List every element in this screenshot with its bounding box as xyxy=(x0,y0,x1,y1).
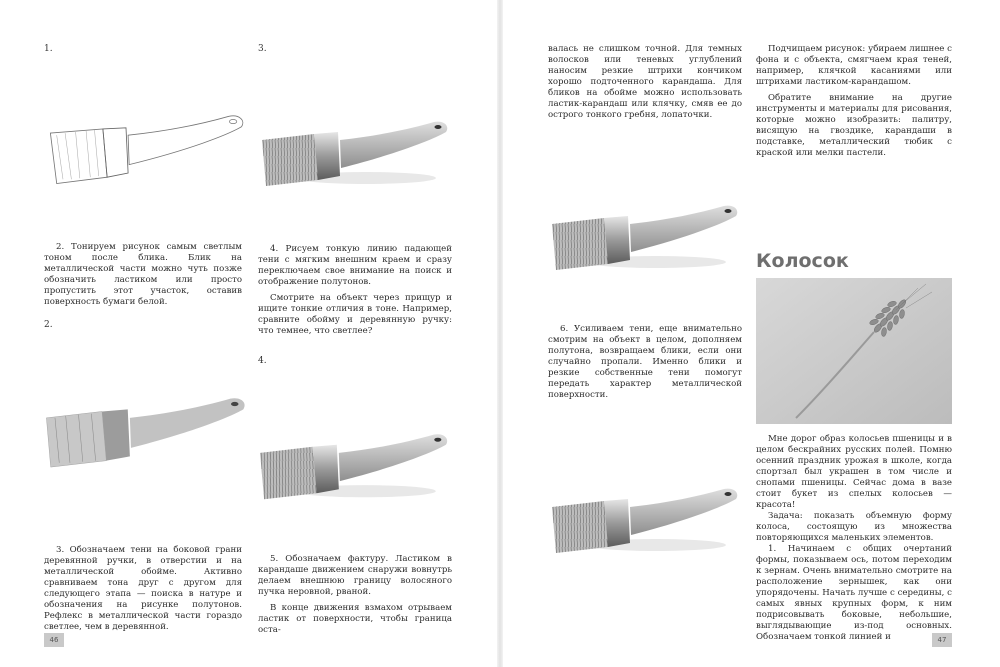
cleanup-text-body: Подчищаем рисунок: убираем лишнее с фона и с объекта, смягчаем края теней, например, клячкой касаниями или штрихами ластиком-карандашом. xyxy=(756,44,952,87)
brush-halftone-illustration xyxy=(254,424,456,514)
continued-text-body: валась не слишком точной. Для темных волосков или теневых углублений наносим резкие штрихи кончиком хорошо подточенного карандаша. Для бликов на обойме можно использовать ластик-карандаш или клячку, смяв ее до острого тонкого гребня, лопаточки. xyxy=(548,44,742,120)
brush-toned-illustration xyxy=(40,388,254,482)
caption-step-5-continued: В конце движения взмахом отрываем ластик от поверхности, чтобы граница оста- xyxy=(258,603,452,635)
continued-text xyxy=(548,44,742,121)
caption-step-3 xyxy=(44,545,242,633)
caption-step-2-text: 2. Тонируем рисунок самым светлым тоном после блика. Блик на металлической части можно чуть позже обозначить ластиком или просто пропустить этот участок, оставив поверхность бумаги белой. xyxy=(44,242,242,307)
wheat-step-1-text: 1. Начинаем с общих очертаний формы, показываем ось, потом переходим к зернам. Очень внимательно смотрите на расположение зернышек, как они упорядочены. Начать лучше с середины, с самых явных крупных форм, к ним подрисовывать боковые, небольшие, выглядывающие из-под основных. Обозначаем тонкой линией и xyxy=(756,544,952,642)
brush-final-illustration xyxy=(546,478,746,568)
caption-step-4-text: 4. Рисуем тонкую линию падающей тени с мягким внешним краем и сразу переключаем свое внимание на поиск и отображение полутонов. xyxy=(258,244,452,287)
brush-shadow-illustration xyxy=(256,112,456,200)
page-number-right: 47 xyxy=(932,633,952,647)
wheat-section-text xyxy=(756,434,952,643)
wheat-intro-text: Мне дорог образ колосьев пшеницы и в целом бескрайних русских полей. Помню осенний праздник урожая в школе, когда спортзал был украшен в том числе и снопами пшеницы. Сейчас дома в вазе стоит букет из спелых колосьев — красота! xyxy=(756,434,952,510)
page-number-left: 46 xyxy=(44,633,64,647)
caption-step-4-advice: Смотрите на объект через прищур и ищите тонкие отличия в тоне. Например, сравните обойму и деревянную ручку: что темнее, что светлее? xyxy=(258,293,452,336)
caption-step-2 xyxy=(44,242,242,308)
caption-step-5 xyxy=(258,554,452,636)
caption-step-3-text: 3. Обозначаем тени на боковой грани деревянной ручки, в отверстии и на металлической обойме. Активно сравниваем тона друг с другом для следующего этапа — поиска в натуре и обозначения на рисунке полутонов. Рефлекс в металлической части гораздо светлее, чем в деревянной. xyxy=(44,545,242,632)
caption-step-6-text: 6. Усиливаем тени, еще внимательно смотрим на объект в целом, дополняем полутона, возвращаем блики, если они случайно пропали. Именно блики и резкие собственные тени помогут передать характер металлической поверхности. xyxy=(548,324,742,400)
wheat-ear-photo xyxy=(756,278,952,424)
step-label-1: 1. xyxy=(44,44,53,54)
caption-step-6 xyxy=(548,324,742,401)
section-heading: Колосок xyxy=(756,250,849,272)
caption-step-5-text: 5. Обозначаем фактуру. Ластиком в карандаше движением снаружи вовнутрь делаем внешнюю границу волосяного пучка неровной, рваной. xyxy=(258,554,452,597)
other-tools-text: Обратите внимание на другие инструменты и материалы для рисования, которые можно изобразить: палитру, висящую на гвоздике, карандаши в подставке, металлический тюбик с краской или мелки пастели. xyxy=(756,93,952,158)
book-gutter xyxy=(497,0,503,667)
wheat-task-text: Задача: показать объемную форму колоса, состоящую из множества повторяющихся маленьких элементов. xyxy=(756,511,952,543)
step-label-2: 2. xyxy=(44,320,53,330)
caption-step-4 xyxy=(258,244,452,337)
brush-sketch-illustration xyxy=(42,106,252,198)
cleanup-text xyxy=(756,44,952,159)
brush-texture-illustration xyxy=(546,196,746,284)
step-label-3: 3. xyxy=(258,44,267,54)
step-label-4: 4. xyxy=(258,356,267,366)
